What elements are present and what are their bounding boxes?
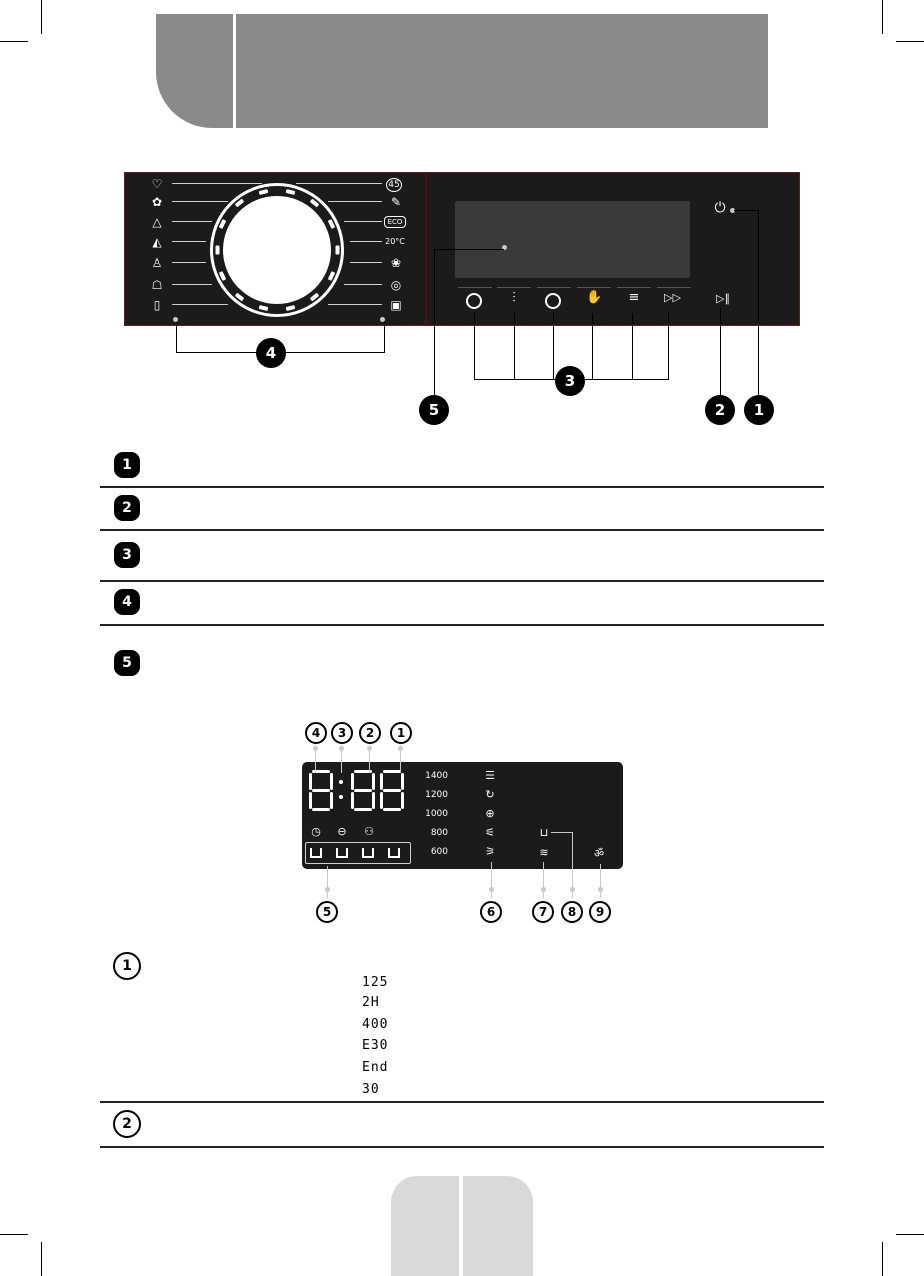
program-line <box>172 241 206 242</box>
quick-icon: ✎ <box>390 195 402 209</box>
callout-line <box>176 322 177 352</box>
program-line <box>296 183 382 184</box>
legend-rule <box>100 580 824 582</box>
child-lock-icon: ⚇ <box>364 825 374 838</box>
panel-split <box>425 172 427 326</box>
program-dial-face <box>223 196 331 304</box>
callout-line <box>734 210 758 211</box>
legend-badge-4: 4 <box>114 589 140 615</box>
callout-line <box>434 249 504 250</box>
crop-mark-tl-h <box>0 41 28 42</box>
tap-icon: ⊔ <box>539 826 549 839</box>
callout-dot <box>598 887 603 892</box>
legend-badge-2: 2 <box>114 495 140 521</box>
load-icon <box>388 848 400 858</box>
button-separator <box>617 287 651 288</box>
button-separator <box>458 287 492 288</box>
45-min-icon: 45 <box>386 178 402 192</box>
callout-line <box>600 864 601 898</box>
drum-clean-icon: ▣ <box>390 298 402 312</box>
header-tab <box>156 14 768 128</box>
crop-mark-bl-v <box>41 1242 42 1276</box>
lock-icon: ⊖ <box>337 825 347 838</box>
callout-line <box>543 862 544 898</box>
power-icon[interactable]: ⏻ <box>714 200 726 216</box>
legend-rule <box>100 486 824 488</box>
led-callout-1: 1 <box>390 722 412 744</box>
program-line <box>328 201 382 202</box>
globe-icon: ⊕ <box>485 807 495 820</box>
callout-line <box>720 308 721 396</box>
spin-speed-1200: 1200 <box>425 790 448 800</box>
no-spin-icon: ⚟ <box>485 826 495 839</box>
crop-mark-tl-v <box>41 0 42 34</box>
legend-badge-3: 3 <box>114 542 140 568</box>
callout-line <box>514 313 515 379</box>
program-line <box>172 262 206 263</box>
led-callout-6: 6 <box>480 901 502 923</box>
program-line <box>350 262 382 263</box>
burger-icon: ☰ <box>485 769 495 782</box>
delay-icon: ◷ <box>311 825 321 838</box>
load-icon <box>336 848 348 858</box>
callout-dot <box>313 746 318 751</box>
callout-line <box>553 313 554 379</box>
legend-rule <box>100 624 824 626</box>
program-line <box>172 284 212 285</box>
seven-segment-digit <box>309 770 333 812</box>
program-line <box>328 304 382 305</box>
crop-mark-tr-h <box>896 41 924 42</box>
wool-icon: ✿ <box>151 195 163 209</box>
dial-tick <box>273 308 282 312</box>
led-callout-3: 3 <box>331 722 353 744</box>
spin-speed-1000: 1000 <box>425 809 448 819</box>
callout-badge-power: 1 <box>744 395 774 425</box>
sub-legend-rule <box>100 1146 824 1148</box>
button-separator <box>577 287 611 288</box>
led-callout-7: 7 <box>532 901 554 923</box>
spin-speed-600: 600 <box>430 847 448 857</box>
callout-line <box>632 313 633 379</box>
button-separator <box>497 287 531 288</box>
mix-icon: ◭ <box>152 235 162 249</box>
display-window <box>455 201 690 278</box>
rotate-icon: ↻ <box>485 788 495 801</box>
program-line <box>172 304 228 305</box>
legend-badge-1: 1 <box>114 452 140 478</box>
callout-line <box>551 832 573 833</box>
callout-badge-program-dial: 4 <box>256 338 286 368</box>
callout-dot <box>339 746 344 751</box>
callout-badge-options: 3 <box>555 366 585 396</box>
dial-tick <box>215 246 219 255</box>
callout-line <box>491 862 492 898</box>
door-icon: ▯ <box>153 298 161 312</box>
program-line <box>172 201 228 202</box>
callout-badge-display: 5 <box>419 395 449 425</box>
button-separator <box>537 287 571 288</box>
extra-rinse-button[interactable]: ≡ <box>628 290 640 305</box>
rinse-hold-icon: ⚞ <box>485 845 495 858</box>
callout-dot <box>489 887 494 892</box>
crop-mark-tr-v <box>882 0 883 34</box>
led-callout-5: 5 <box>316 901 338 923</box>
display-code: E30 <box>362 1038 389 1053</box>
callout-line <box>758 210 759 396</box>
shirt-icon: ♙ <box>151 256 163 270</box>
legend-badge-5: 5 <box>114 650 140 676</box>
fast-button[interactable]: ▷▷ <box>664 291 681 304</box>
callout-dot <box>398 746 403 751</box>
start-pause-icon[interactable]: ▷∥ <box>716 292 730 305</box>
led-callout-8: 8 <box>561 901 583 923</box>
synthetic-icon: △ <box>152 215 162 229</box>
legend-rule <box>100 529 824 531</box>
program-line <box>344 284 382 285</box>
heart-icon: ♡ <box>151 177 163 191</box>
callout-badge-start-pause: 2 <box>705 395 735 425</box>
steam-icon: ॐ <box>593 847 605 860</box>
dial-tick <box>335 246 339 255</box>
header-divider <box>233 14 236 128</box>
crop-mark-bl-h <box>0 1234 28 1235</box>
program-line <box>350 241 382 242</box>
program-line <box>172 221 212 222</box>
temperature-button[interactable]: ⫶ <box>512 290 516 306</box>
rinse-icon: ◎ <box>390 278 402 292</box>
delay-timer-button[interactable] <box>466 293 482 309</box>
load-icon <box>310 848 322 858</box>
callout-line <box>384 322 385 352</box>
callout-dot <box>367 746 372 751</box>
callout-dot <box>570 887 575 892</box>
callout-dot <box>325 887 330 892</box>
water-icon: ≋ <box>539 846 549 859</box>
callout-line <box>434 249 435 397</box>
baby-icon: ☖ <box>151 278 163 292</box>
colon-dot <box>339 780 343 784</box>
seven-segment-digit <box>351 770 375 812</box>
soil-level-button[interactable]: ✋ <box>586 290 603 305</box>
seven-segment-digit <box>380 770 404 812</box>
led-callout-4: 4 <box>305 722 327 744</box>
sub-legend-rule <box>100 1101 824 1103</box>
led-callout-2: 2 <box>359 722 381 744</box>
footer-tab-left <box>391 1176 459 1276</box>
sub-legend-badge-1: 1 <box>113 952 141 980</box>
callout-dot <box>541 887 546 892</box>
display-code: 400 <box>362 1017 389 1032</box>
20c-icon: 20°C <box>385 237 405 246</box>
sub-legend-badge-2: 2 <box>113 1110 141 1138</box>
button-separator <box>657 287 691 288</box>
callout-line <box>327 866 328 898</box>
spin-speed-button[interactable] <box>545 293 561 309</box>
eco-icon: ECO <box>384 216 406 228</box>
display-code: 30 <box>362 1082 380 1097</box>
spin-speed-800: 800 <box>430 828 448 838</box>
program-line <box>172 183 262 184</box>
crop-mark-br-h <box>896 1234 924 1235</box>
callout-line <box>592 313 593 379</box>
display-code: End <box>362 1060 389 1075</box>
footer-tab-right <box>463 1176 533 1276</box>
led-callout-9: 9 <box>589 901 611 923</box>
spin-speed-1400: 1400 <box>425 771 448 781</box>
spin-icon: ❀ <box>390 256 402 270</box>
dial-tick <box>273 188 282 192</box>
callout-line <box>668 313 669 379</box>
callout-line <box>474 313 475 379</box>
load-icon <box>362 848 374 858</box>
colon-dot <box>339 795 343 799</box>
display-code: 2H <box>362 995 380 1010</box>
crop-mark-br-v <box>882 1242 883 1276</box>
program-line <box>344 221 382 222</box>
display-code: 125 <box>362 975 389 990</box>
